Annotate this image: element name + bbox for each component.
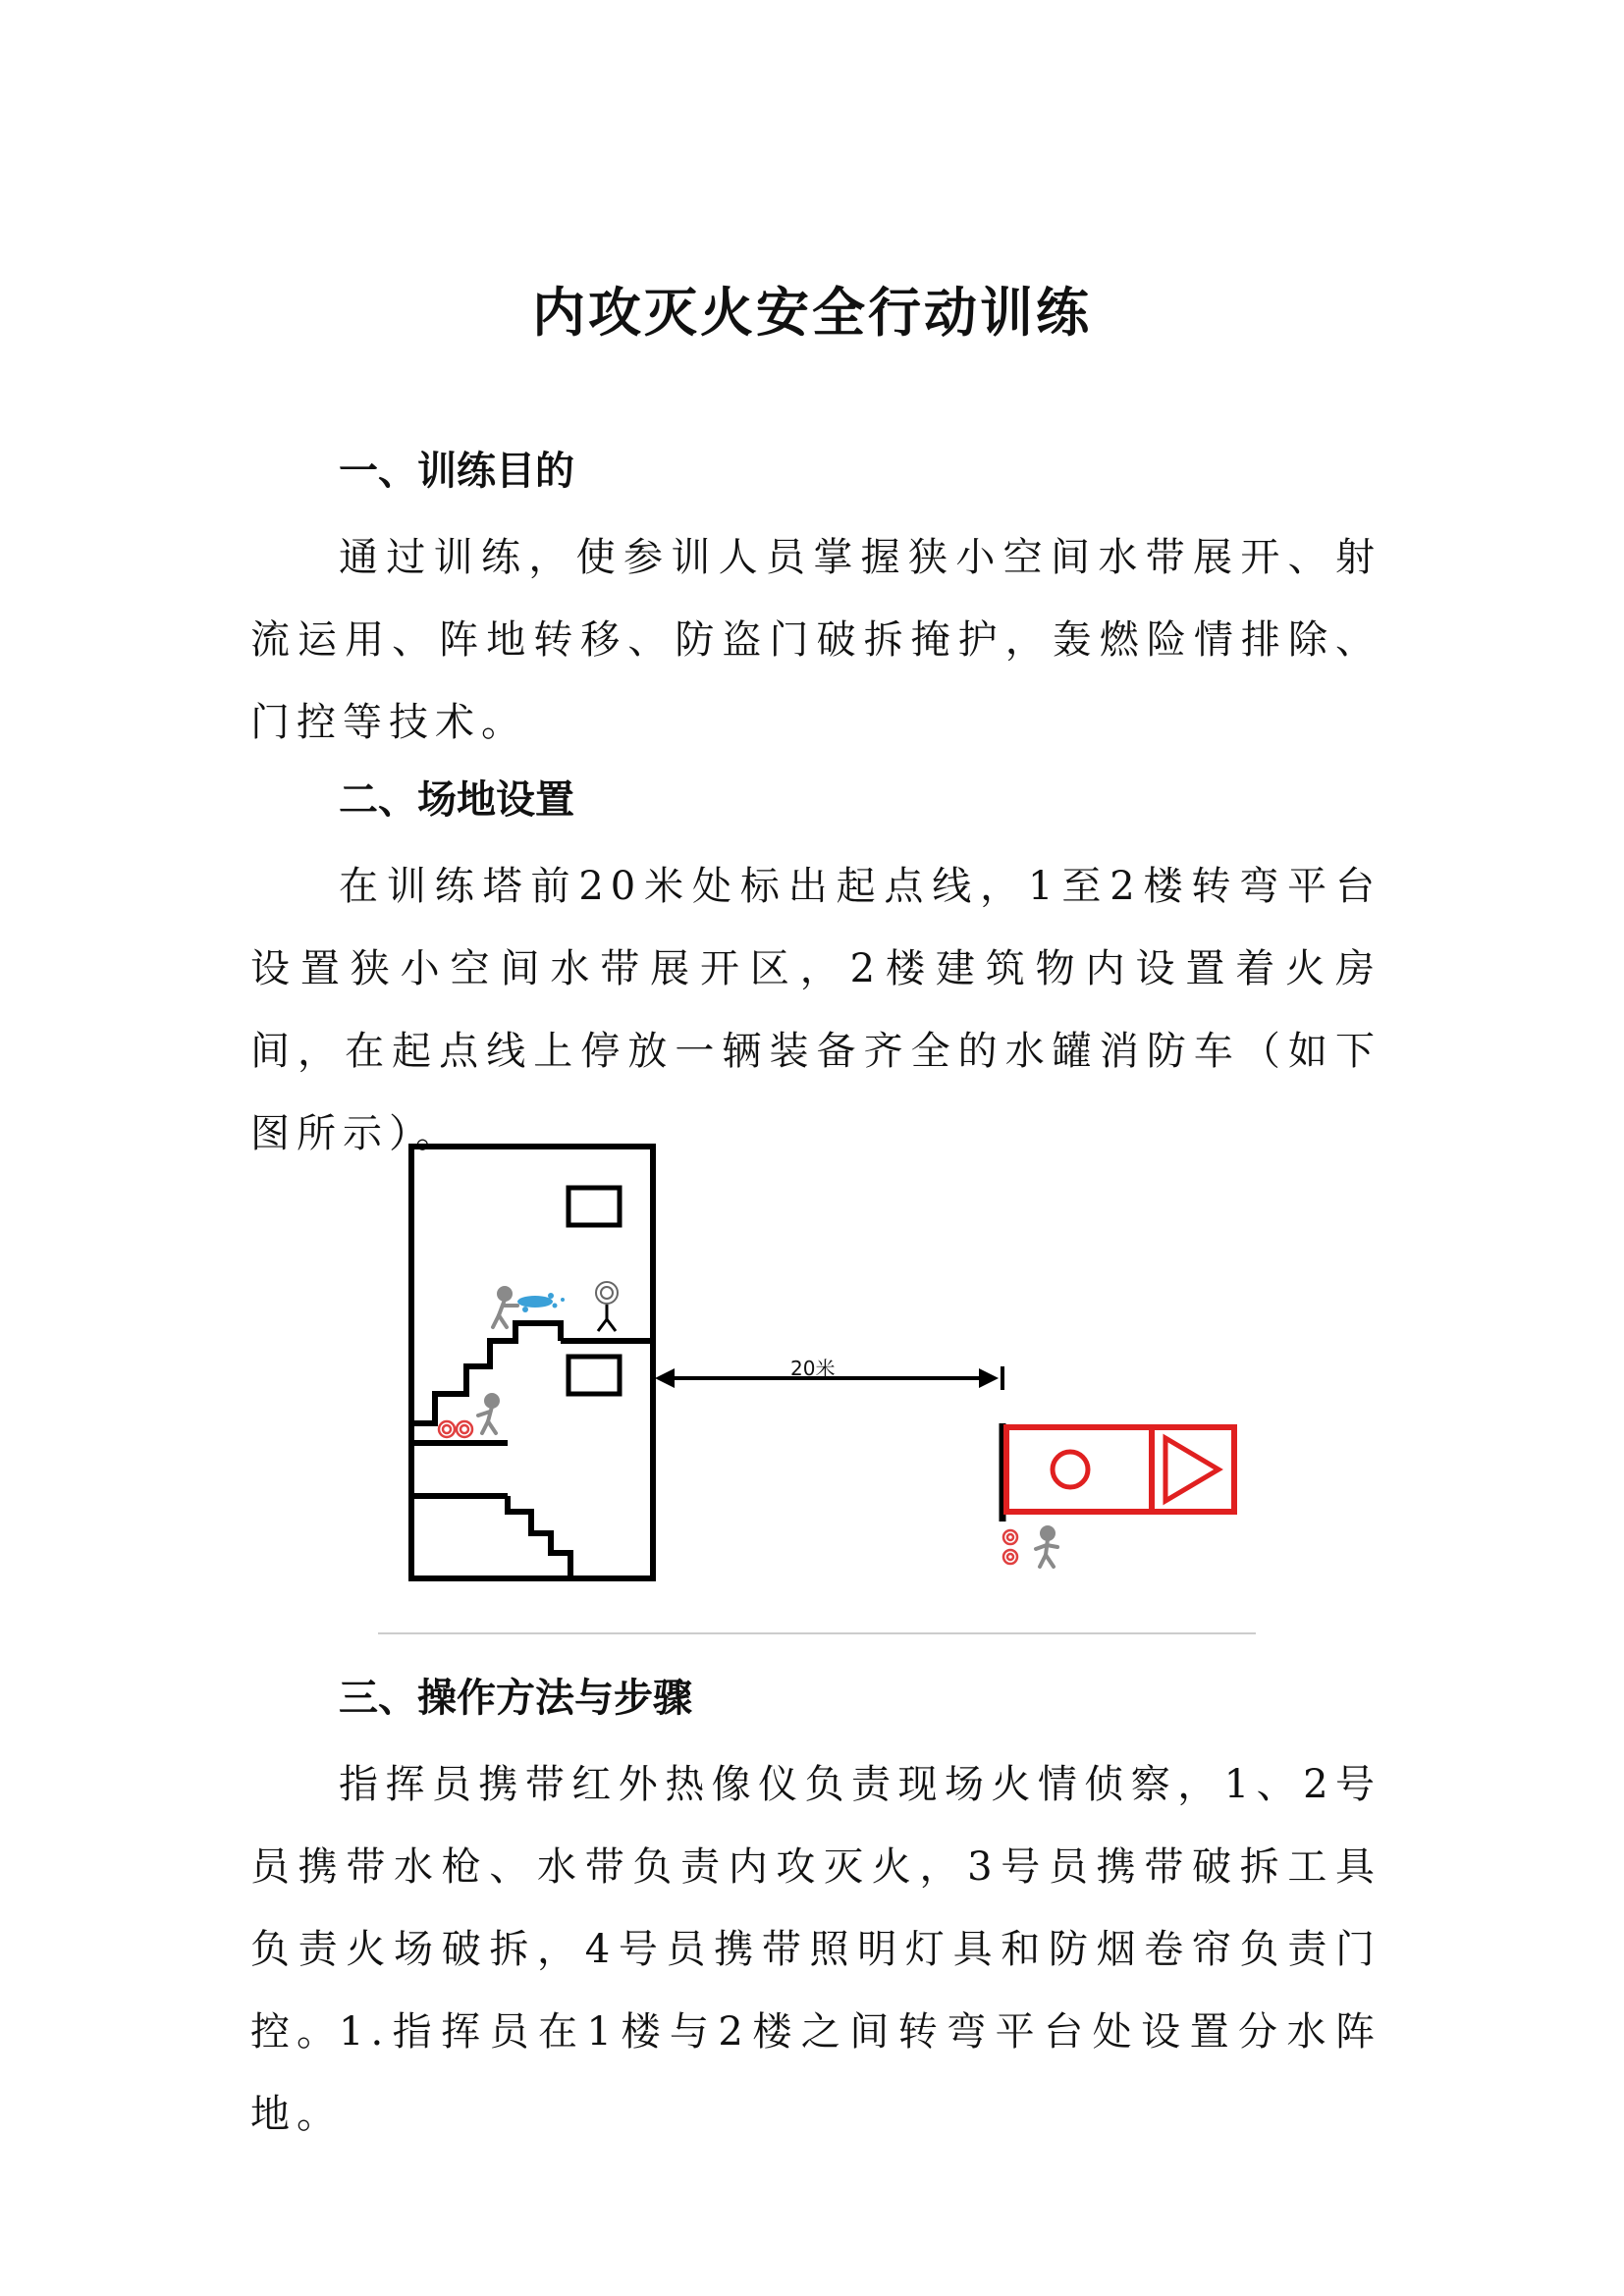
water-spray-icon: [517, 1293, 565, 1312]
document-title: 内攻灭火安全行动训练: [532, 282, 1092, 344]
firefighter-icon: [478, 1395, 498, 1433]
hose-coil-icon: [1003, 1530, 1017, 1564]
site-layout-diagram: [368, 1099, 1262, 1637]
distance-label: 20米: [790, 1357, 836, 1380]
section-3-step-1: 1.指挥员在1楼与2楼之间转弯平台处设置分水阵地。: [250, 2009, 1381, 2137]
section-3-paragraph: 指挥员携带红外热像仪负责现场火情侦察，1、2号员携带水枪、水带负责内攻灭火，3号员携带破拆工具负责火场破拆，4号员携带照明灯具和防烟卷帘负责门控。: [250, 1762, 1381, 2055]
section-2-paragraph: 在训练塔前20米处标出起点线，1至2楼转弯平台设置狭小空间水带展开区，2楼建筑物内设置着火房间，在起点线上停放一辆装备齐全的水罐消防车（如下图所示）。: [250, 864, 1381, 1156]
fire-truck-icon: [1002, 1423, 1234, 1522]
hose-coil-icon: [439, 1421, 472, 1437]
section-1-paragraph: 通过训练，使参训人员掌握狭小空间水带展开、射流运用、阵地转移、防盗门破拆掩护，轰燃险情排除、门控等技术。: [250, 535, 1381, 745]
target-icon: [596, 1282, 618, 1331]
section-heading-3: 三、操作方法与步骤: [339, 1676, 692, 1721]
section-heading-1: 一、训练目的: [339, 449, 574, 494]
firefighter-icon: [1036, 1527, 1057, 1567]
staircase-icon: [411, 1323, 570, 1578]
section-heading-2: 二、场地设置: [339, 777, 574, 823]
